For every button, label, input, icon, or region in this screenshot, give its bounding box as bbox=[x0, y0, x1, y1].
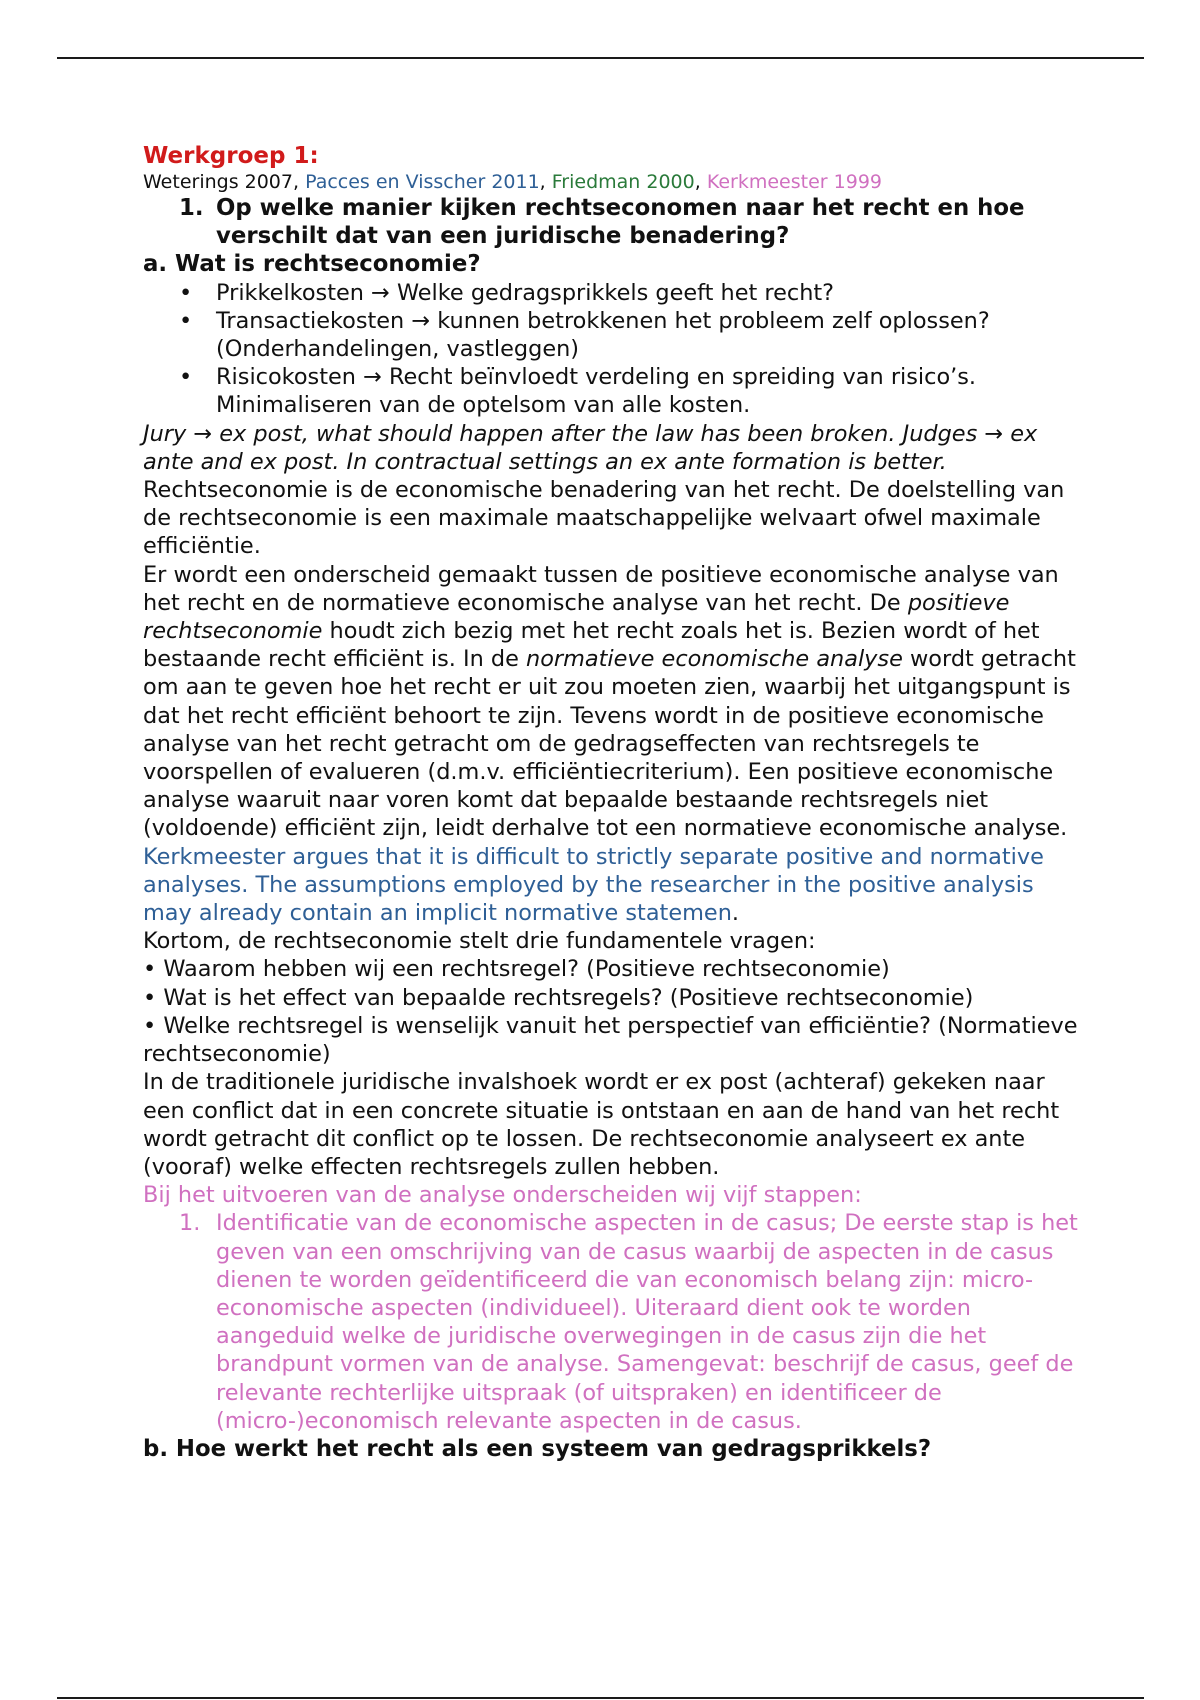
reference-pacces: Pacces en Visscher 2011 bbox=[305, 171, 540, 193]
fundamental-question: • Waarom hebben wij een rechtsregel? (Positieve rechtseconomie) bbox=[143, 956, 890, 983]
list-item-text: Prikkelkosten → Welke gedragsprikkels geeft het recht? bbox=[216, 279, 835, 306]
step-text: Identificatie van de economische aspecten in de casus; De eerste stap is het geven van een omschrijving van de casus waarbij de aspecten in de casus dienen te worden geïdentificeerd die van economisch belang zijn: micro-economische aspecten (individueel). Uiteraard dient ook te worden aangeduid welke de juridische overwegingen in de casus zijn die het brandpunt vormen van de analyse. Samengevat: beschrijf de casus, geef de relevante rechterlijke uitspraak (of uitspraken) en identificeer de (micro-)economisch relevante aspecten in de casus. bbox=[216, 1210, 1078, 1434]
list-item-text: Transactiekosten → kunnen betrokkenen het probleem zelf oplossen? (Onderhandelingen, vastleggen) bbox=[216, 307, 990, 363]
paragraph-traditional: In de traditionele juridische invalshoek wordt er ex post (achteraf) gekeken naar een conflict dat in een concrete situatie is ontstaan en aan de hand van het recht wordt getracht dit conflict op te lossen. De rechtseconomie analyseert ex ante (vooraf) welke effecten rechtsregels zullen hebben. bbox=[143, 1069, 1060, 1180]
footer-rule bbox=[57, 1697, 1144, 1699]
question-text: Op welke manier kijken rechtseconomen naar het recht en hoe verschilt dat van een juridische benadering? bbox=[216, 195, 1025, 250]
question-number: 1. bbox=[179, 195, 204, 221]
bullet-icon: • bbox=[179, 364, 193, 391]
header-rule bbox=[57, 57, 1144, 59]
fundamental-question: • Wat is het effect van bepaalde rechtsregels? (Positieve rechtseconomie) bbox=[143, 984, 974, 1011]
bullet-icon: • bbox=[179, 307, 193, 334]
reference-kerkmeester: Kerkmeester 1999 bbox=[706, 171, 882, 193]
kerkmeester-note: Kerkmeester argues that it is difficult to strictly separate positive and normative analyses. The assumptions employed by the researcher in the positive analysis may already contain an implicit normative statemen bbox=[143, 843, 1044, 927]
fundamental-question: • Welke rechtsregel is wenselijk vanuit het perspectief van efficiëntie? (Normatieve rechtseconomie) bbox=[143, 1012, 1078, 1068]
reference-weterings: Weterings 2007 bbox=[143, 171, 293, 193]
paragraph-positive-normative: Er wordt een onderscheid gemaakt tussen de positieve economische analyse van het recht en de normatieve economische analyse van het recht. De positieve rechtseconomie houdt zich bezig met het recht zoals het is. Bezien wordt of het bestaande recht efficiënt is. In de normatieve economische analyse wordt getracht om aan te geven hoe het recht er uit zou moeten zien, waarbij het uitgangspunt is dat het recht efficiënt behoort te zijn. Tevens wordt in de positieve economische analyse van het recht getracht om de gedragseffecten van rechtsregels te voorspellen of evalueren (d.m.v. efficiëntiecriterium). Een positieve economische analyse waaruit naar voren komt dat bepaalde bestaande rechtsregels niet (voldoende) efficiënt zijn, leidt derhalve tot een normatieve economische analyse. Kerkmeester argues that it is difficult to strictly separate positive and normative analyses. The assumptions employed by the researcher in the positive analysis may already contain an implicit normative statemen. bbox=[143, 561, 1076, 927]
reference-friedman: Friedman 2000 bbox=[551, 171, 695, 193]
term-normative: normatieve economische analyse bbox=[526, 646, 903, 673]
step-number: 1. bbox=[179, 1210, 201, 1237]
paragraph-kortom: Kortom, de rechtseconomie stelt drie fundamentele vragen: bbox=[143, 928, 816, 955]
list-item bbox=[143, 363, 1083, 419]
document-body bbox=[143, 142, 1083, 1463]
steps-intro: Bij het uitvoeren van de analyse onderscheiden wij vijf stappen: bbox=[143, 1182, 862, 1209]
list-item bbox=[143, 279, 1083, 307]
document-title: Werkgroep 1: bbox=[143, 143, 319, 169]
subheading-a: a. Wat is rechtseconomie? bbox=[143, 251, 481, 278]
reference-list: Weterings 2007, Pacces en Visscher 2011, Friedman 2000, Kerkmeester 1999 bbox=[143, 171, 882, 193]
subheading-b: b. Hoe werkt het recht als een systeem van gedragsprikkels? bbox=[143, 1435, 932, 1462]
jury-note: Jury → ex post, what should happen after the law has been broken. Judges → ex ante and ex post. In contractual settings an ex ante formation is better. bbox=[143, 420, 1038, 475]
paragraph-definition: Rechtseconomie is de economische benadering van het recht. De doelstelling van de rechtseconomie is een maximale maatschappelijke welvaart ofwel maximale efficiëntie. bbox=[143, 477, 1065, 560]
list-item-text: Risicokosten → Recht beïnvloedt verdeling en spreiding van risico’s. Minimaliseren van de optelsom van alle kosten. bbox=[216, 364, 977, 419]
bullet-icon: • bbox=[179, 279, 193, 306]
term-positive: positieve rechtseconomie bbox=[143, 589, 1010, 645]
question-1 bbox=[143, 194, 1083, 250]
list-item bbox=[143, 307, 1083, 363]
step-1 bbox=[143, 1209, 1083, 1435]
